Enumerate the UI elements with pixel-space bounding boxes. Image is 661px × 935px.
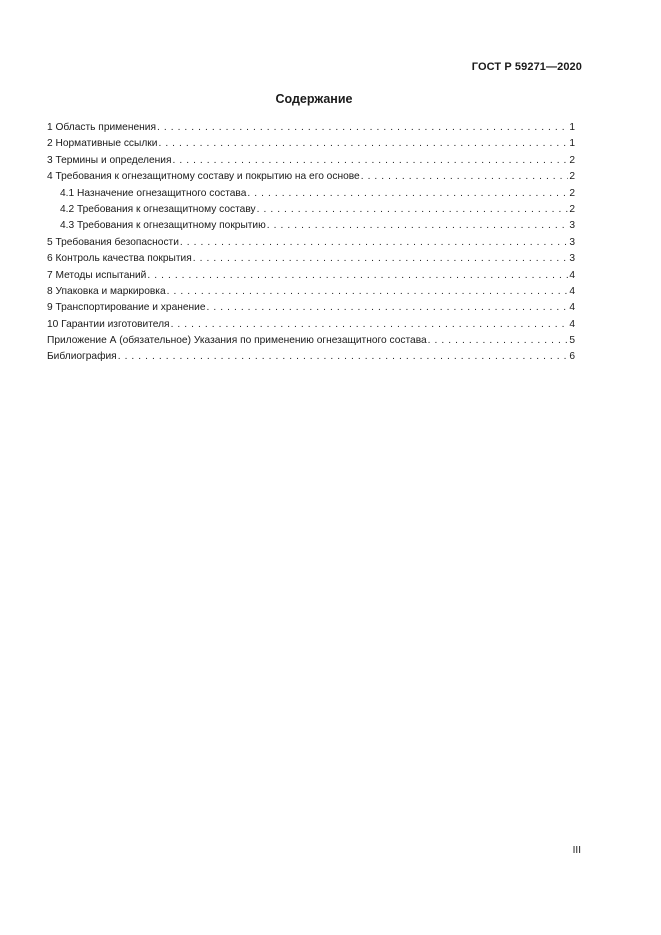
page-title: Содержание: [275, 92, 353, 106]
toc-leader-dots: [207, 300, 569, 316]
toc-leader-dots: [147, 268, 568, 284]
toc-entry-label: 4.1 Назначение огнезащитного состава: [60, 187, 247, 199]
toc-entry[interactable]: [47, 136, 575, 152]
toc-entry-page: 3: [569, 220, 575, 232]
toc-entry-page: 2: [569, 203, 575, 215]
toc-entry[interactable]: [47, 251, 575, 267]
toc-entry[interactable]: [47, 218, 575, 234]
toc-entry-page: 5: [569, 335, 575, 347]
toc-leader-dots: [167, 284, 569, 300]
toc-entry[interactable]: [47, 169, 575, 185]
toc-entry-page: 4: [569, 285, 575, 297]
toc-entry-page: 4: [569, 269, 575, 281]
toc-entry-label: 1 Область применения: [47, 122, 156, 133]
toc-entry-label: Приложение А (обязательное) Указания по применению огнезащитного состава: [47, 335, 427, 347]
toc-leader-dots: [118, 349, 569, 365]
toc-entry-page: 2: [569, 187, 575, 199]
toc-entry-page: 2: [569, 171, 575, 183]
toc-leader-dots: [172, 153, 568, 169]
toc-leader-dots: [267, 218, 569, 234]
toc-leader-dots: [247, 186, 568, 202]
toc-entry-page: 6: [569, 351, 575, 363]
toc-entry-page: 3: [569, 236, 575, 248]
toc-leader-dots: [428, 333, 569, 349]
toc-entry[interactable]: [47, 235, 575, 251]
toc-entry-label: Библиография: [47, 351, 117, 363]
table-of-contents: [47, 120, 575, 366]
toc-leader-dots: [157, 120, 568, 136]
toc-entry-label: 4 Требования к огнезащитному составу и покрытию на его основе: [47, 171, 360, 183]
toc-entry-page: 4: [569, 302, 575, 314]
toc-entry-label: 9 Транспортирование и хранение: [47, 302, 206, 314]
toc-entry-page: 1: [569, 122, 575, 133]
toc-leader-dots: [361, 169, 569, 185]
toc-entry[interactable]: [47, 120, 575, 136]
toc-entry-page: 2: [569, 154, 575, 166]
toc-entry[interactable]: [47, 153, 575, 169]
toc-entry[interactable]: [47, 284, 575, 300]
toc-entry-label: 2 Нормативные ссылки: [47, 138, 158, 150]
toc-entry[interactable]: [47, 186, 575, 202]
toc-entry-label: 4.3 Требования к огнезащитному покрытию: [60, 220, 266, 232]
toc-entry-label: 6 Контроль качества покрытия: [47, 253, 192, 265]
toc-entry-label: 8 Упаковка и маркировка: [47, 285, 166, 297]
toc-entry[interactable]: [47, 349, 575, 365]
toc-leader-dots: [257, 202, 569, 218]
toc-entry[interactable]: [47, 268, 575, 284]
toc-entry-label: 7 Методы испытаний: [47, 269, 147, 281]
toc-leader-dots: [158, 136, 568, 152]
toc-leader-dots: [180, 235, 568, 251]
toc-entry[interactable]: [47, 317, 575, 333]
toc-entry-label: 10 Гарантии изготовителя: [47, 318, 170, 330]
toc-entry-label: 4.2 Требования к огнезащитному составу: [60, 203, 256, 215]
toc-entry[interactable]: [47, 333, 575, 349]
toc-entry-page: 1: [569, 138, 575, 150]
toc-entry-label: 3 Термины и определения: [47, 154, 172, 166]
toc-entry-label: 5 Требования безопасности: [47, 236, 179, 248]
toc-entry[interactable]: [47, 202, 575, 218]
document-code: ГОСТ Р 59271—2020: [471, 61, 582, 73]
toc-leader-dots: [171, 317, 569, 333]
page-number: III: [572, 845, 581, 856]
toc-leader-dots: [193, 251, 569, 267]
toc-entry-page: 3: [569, 253, 575, 265]
toc-entry[interactable]: [47, 300, 575, 316]
toc-entry-page: 4: [569, 318, 575, 330]
